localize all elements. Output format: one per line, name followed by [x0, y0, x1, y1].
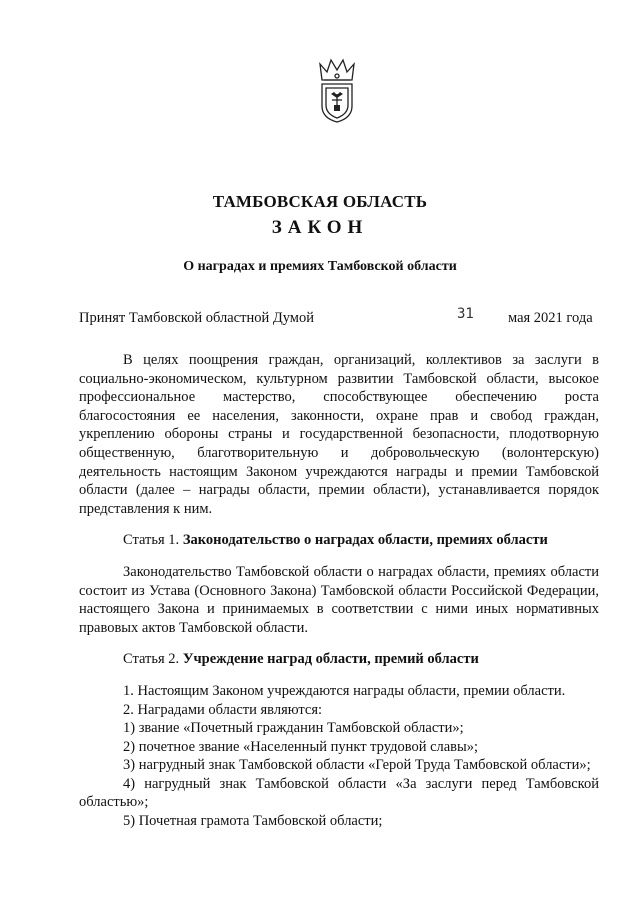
article-2-item: 1. Настоящим Законом учреждаются награды области, премии области. — [123, 682, 566, 699]
article-2-item: 4) нагрудный знак Тамбовской области «За заслуги перед Тамбовской областью»; — [79, 775, 599, 811]
article-2-item: 1) звание «Почетный гражданин Тамбовской области»; — [123, 720, 464, 737]
adoption-day: 31 — [457, 306, 474, 322]
article-1-paragraph: Законодательство Тамбовской области о наградах области, премиях области состоит из Устава (Основного Закона) Тамбовской области Российской Федерации, настоящего Закона и принимаемых в соответствии с ними иных нормативных правовых актов Тамбовской области. — [79, 563, 599, 636]
coat-of-arms-icon — [314, 58, 360, 124]
document-type: ЗАКОН — [271, 217, 369, 238]
article-1-heading — [79, 531, 599, 550]
article-2-item: 2) почетное звание «Населенный пункт трудовой славы»; — [123, 738, 479, 755]
article-number: Статья 1. — [123, 532, 180, 549]
article-2-item: 2. Наградами области являются: — [123, 701, 323, 718]
article-title: Законодательство о наградах области, премиях области — [182, 532, 548, 549]
article-2-heading — [79, 650, 599, 669]
law-body — [79, 351, 599, 831]
article-number: Статья 2. — [123, 651, 180, 668]
article-2-item: 3) нагрудный знак Тамбовской области «Герой Труда Тамбовской области»; — [123, 757, 591, 774]
article-2-item: 5) Почетная грамота Тамбовской области; — [123, 813, 383, 830]
adoption-date: мая 2021 года — [508, 310, 593, 326]
law-subject: О наградах и премиях Тамбовской области — [183, 259, 457, 274]
adoption-text: Принят Тамбовской областной Думой — [79, 310, 314, 326]
preamble-paragraph: В целях поощрения граждан, организаций, коллективов за заслуги в социально-экономическом, культурном развитии Тамбовской области, высокое профессиональное мастерство, способствующее обеспечению роста благосостояния ее населения, законности, охране прав и свобод граждан, укреплению обороны страны и государственной безопасности, плодотворную общественную, благотворительную и добровольческую (волонтерскую) деятельность настоящим Законом учреждаются награды и премии Тамбовской области (далее – награды области, премии области), устанавливается порядок представления к ним. — [79, 352, 599, 517]
region-title: ТАМБОВСКАЯ ОБЛАСТЬ — [212, 192, 428, 211]
article-title: Учреждение наград области, премий области — [182, 651, 479, 668]
